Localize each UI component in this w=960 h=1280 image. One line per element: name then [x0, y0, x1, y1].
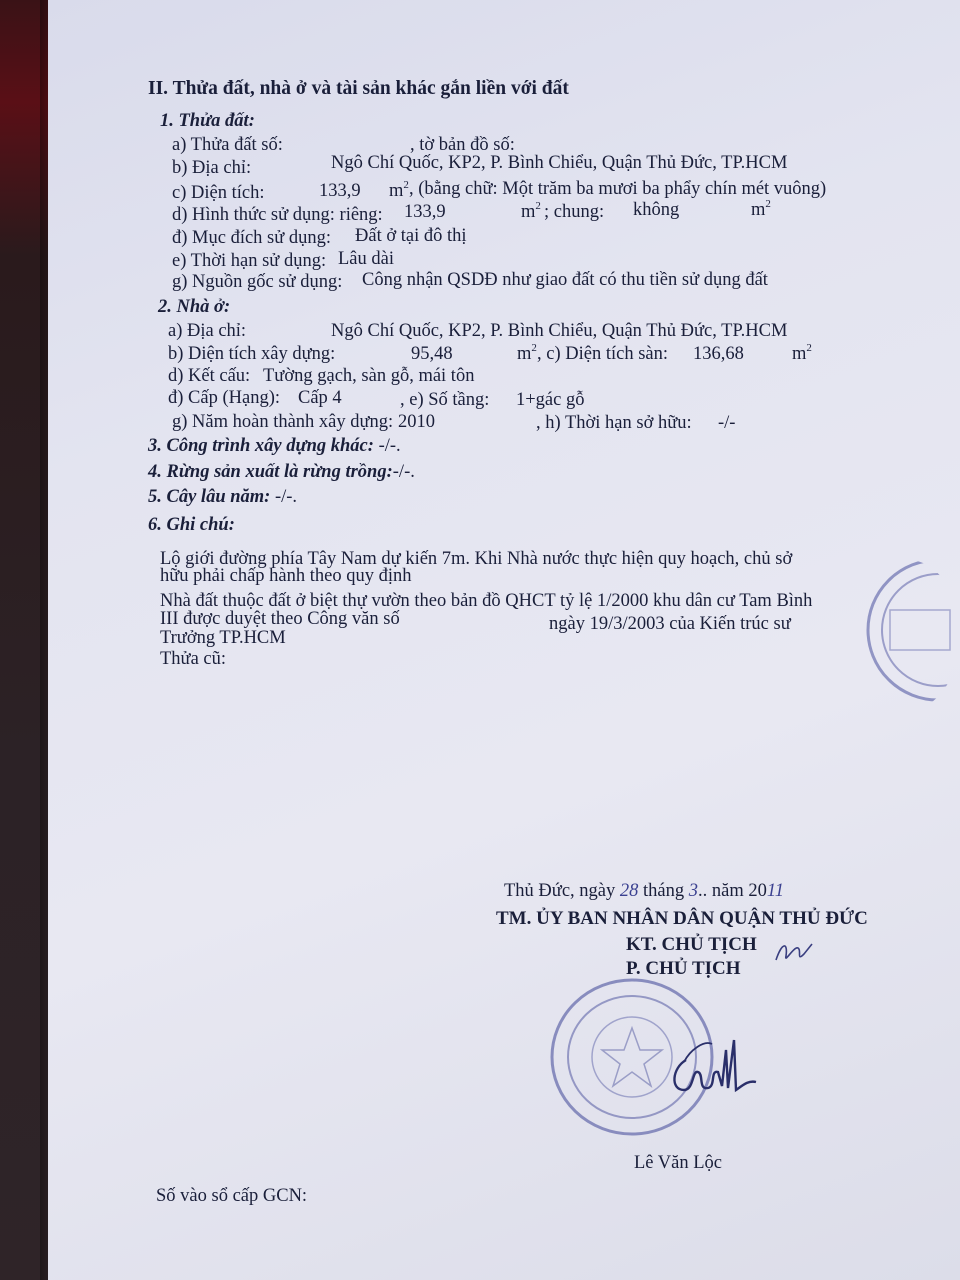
land-private-area: 133,9: [404, 202, 446, 222]
house-ownership-term-value: -/-: [718, 413, 736, 433]
house-floors-label: , e) Số tầng:: [400, 390, 490, 410]
signature-org: TM. ỦY BAN NHÂN DÂN QUẬN THỦ ĐỨC: [496, 908, 868, 929]
house-completion-year-label: g) Năm hoàn thành xây dựng:: [172, 412, 394, 432]
notes-line-3: Nhà đất thuộc đất ở biệt thự vườn theo bản đồ QHCT tỷ lệ 1/2000 khu dân cư Tam Bình: [160, 591, 813, 611]
house-building-area-value: 95,48: [411, 344, 453, 364]
land-origin-label: g) Nguồn gốc sử dụng:: [172, 272, 343, 292]
partial-stamp: [858, 560, 960, 710]
perennial-trees: 5. Cây lâu năm: -/-.: [148, 487, 298, 507]
house-grade-value: Cấp 4: [298, 388, 342, 408]
initials-mark: [772, 936, 816, 968]
land-map-sheet-label: , tờ bản đồ số:: [410, 135, 515, 155]
land-usage-form-label: d) Hình thức sử dụng: riêng:: [172, 205, 383, 225]
signature-date: Thủ Đức, ngày 28 tháng 3.. năm 2011: [504, 881, 784, 901]
land-common-unit: $m^2$: [751, 198, 771, 220]
land-purpose-label: đ) Mục đích sử dụng:: [172, 228, 332, 248]
notes-line-4b: ngày 19/3/2003 của Kiến trúc sư: [549, 614, 791, 634]
land-area-value: 133,9: [319, 181, 361, 201]
other-construction: 3. Công trình xây dựng khác: -/-.: [148, 436, 401, 456]
land-term-label: e) Thời hạn sử dụng:: [172, 251, 327, 271]
land-common-area: không: [633, 200, 680, 220]
land-private-unit: $m^2$: [521, 200, 541, 222]
land-area-text: , (bằng chữ: Một trăm ba mươi ba phẩy chín mét vuông): [409, 179, 827, 199]
house-structure-value: Tường gạch, sàn gỗ, mái tôn: [263, 366, 475, 386]
land-term-value: Lâu dài: [338, 249, 394, 269]
land-origin-value: Công nhận QSDĐ như giao đất có thu tiền sử dụng đất: [362, 270, 768, 290]
house-address-value: Ngô Chí Quốc, KP2, P. Bình Chiểu, Quận Thủ Đức, TP.HCM: [331, 321, 788, 341]
house-address-label: a) Địa chỉ:: [168, 321, 247, 341]
house-heading: 2. Nhà ở:: [158, 297, 231, 317]
gcn-register-number-label: Số vào sổ cấp GCN:: [156, 1186, 308, 1206]
land-area-unit: $m^2$: [389, 179, 409, 201]
handwritten-signature: [664, 1010, 764, 1100]
land-common-label: ; chung:: [544, 202, 605, 222]
signer-name: Lê Văn Lộc: [634, 1153, 723, 1173]
house-building-area-label: b) Diện tích xây dựng:: [168, 344, 336, 364]
land-address-label: b) Địa chỉ:: [172, 158, 252, 178]
signature-kt: KT. CHỦ TỊCH: [626, 934, 757, 955]
house-floor-area-value: 136,68: [693, 344, 744, 364]
production-forest: 4. Rừng sản xuất là rừng trồng:-/-.: [148, 462, 415, 482]
house-floor-area-unit: $m^2$: [792, 342, 812, 364]
signature-deputy: P. CHỦ TỊCH: [626, 958, 741, 979]
notes-heading: 6. Ghi chú:: [148, 515, 235, 535]
house-completion-year-value: 2010: [398, 412, 435, 432]
house-ownership-term-label: , h) Thời hạn sở hữu:: [536, 413, 692, 433]
notes-line-1: Lộ giới đường phía Tây Nam dự kiến 7m. Khi Nhà nước thực hiện quy hoạch, chủ sở: [160, 549, 793, 569]
house-grade-label: đ) Cấp (Hạng):: [168, 388, 280, 408]
notes-line-5: Trưởng TP.HCM: [160, 628, 286, 648]
house-floor-area-label: , c) Diện tích sàn:: [537, 344, 668, 364]
land-area-label: c) Diện tích:: [172, 183, 265, 203]
land-parcel-number-label: a) Thửa đất số:: [172, 135, 283, 155]
section-title: II. Thửa đất, nhà ở và tài sản khác gắn liền với đất: [148, 78, 569, 99]
land-heading: 1. Thửa đất:: [160, 111, 255, 131]
house-structure-label: d) Kết cấu:: [168, 366, 251, 386]
notes-line-4a: III được duyệt theo Công văn số: [160, 609, 400, 629]
land-address-value: Ngô Chí Quốc, KP2, P. Bình Chiểu, Quận Thủ Đức, TP.HCM: [331, 153, 788, 173]
house-building-area-unit: $m^2$: [517, 342, 537, 364]
land-purpose-value: Đất ở tại đô thị: [355, 226, 467, 246]
house-floors-value: 1+gác gỗ: [516, 390, 585, 410]
notes-line-2: hữu phải chấp hành theo quy định: [160, 566, 412, 586]
notes-line-6: Thửa cũ:: [160, 649, 227, 669]
